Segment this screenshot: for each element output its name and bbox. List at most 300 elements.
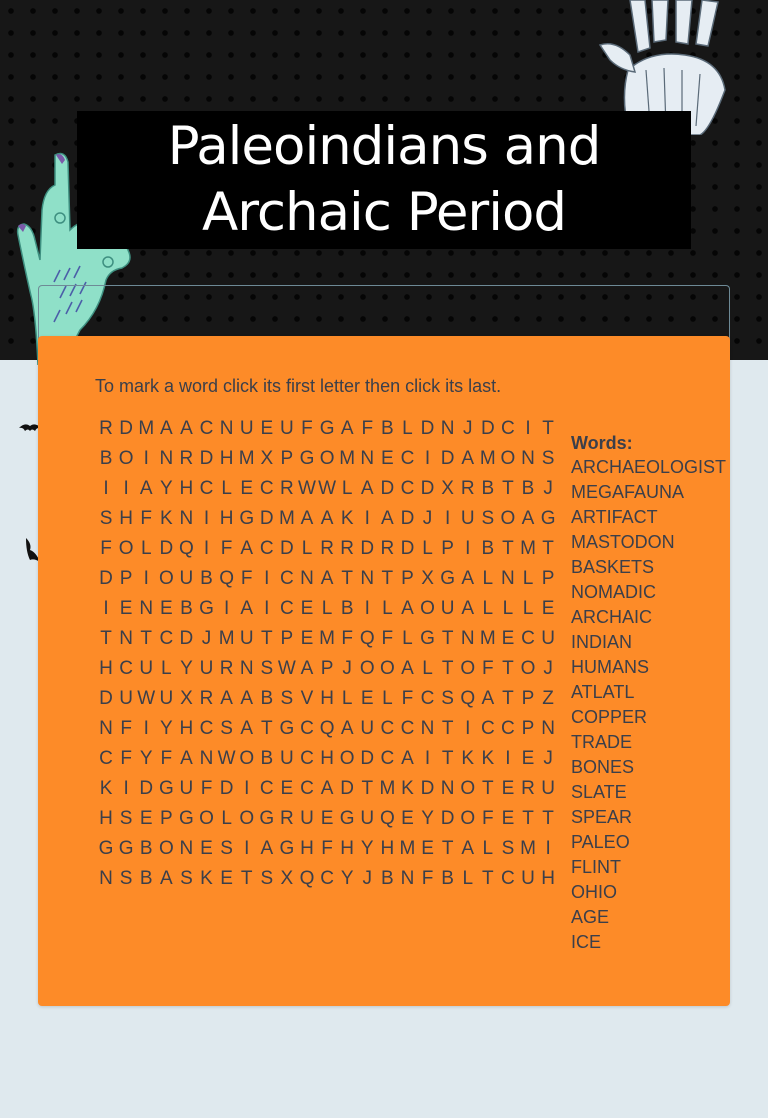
grid-letter-cell[interactable]: U: [360, 718, 375, 739]
grid-letter-cell[interactable]: B: [481, 538, 495, 559]
grid-letter-cell[interactable]: Q: [179, 538, 194, 559]
grid-letter-cell[interactable]: N: [139, 598, 154, 619]
grid-letter-cell[interactable]: T: [341, 568, 353, 589]
grid-letter-cell[interactable]: F: [140, 508, 153, 529]
grid-letter-cell[interactable]: D: [440, 808, 455, 829]
grid-letter-cell[interactable]: N: [239, 658, 254, 679]
grid-letter-cell[interactable]: O: [379, 658, 395, 679]
grid-letter-cell[interactable]: S: [119, 868, 133, 889]
grid-letter-cell[interactable]: D: [360, 748, 375, 769]
grid-letter-cell[interactable]: U: [360, 808, 375, 829]
grid-letter-cell[interactable]: T: [482, 868, 494, 889]
grid-letter-cell[interactable]: T: [542, 808, 554, 829]
grid-letter-cell[interactable]: K: [200, 868, 213, 889]
grid-letter-cell[interactable]: C: [119, 658, 133, 679]
grid-letter-cell[interactable]: N: [159, 448, 174, 469]
grid-letter-cell[interactable]: P: [320, 658, 334, 679]
grid-letter-cell[interactable]: X: [180, 688, 193, 709]
grid-letter-cell[interactable]: I: [465, 538, 471, 559]
grid-letter-cell[interactable]: H: [99, 658, 113, 679]
grid-letter-cell[interactable]: N: [179, 508, 194, 529]
grid-letter-cell[interactable]: Q: [359, 628, 375, 649]
grid-letter-cell[interactable]: I: [143, 718, 149, 739]
grid-letter-cell[interactable]: A: [180, 418, 193, 439]
grid-letter-cell[interactable]: I: [545, 838, 551, 859]
grid-letter-cell[interactable]: I: [123, 478, 129, 499]
grid-letter-cell[interactable]: N: [179, 838, 194, 859]
grid-letter-cell[interactable]: L: [422, 658, 433, 679]
grid-letter-cell[interactable]: D: [99, 568, 113, 589]
grid-letter-cell[interactable]: W: [137, 688, 156, 709]
grid-letter-cell[interactable]: M: [479, 448, 496, 469]
grid-letter-cell[interactable]: F: [240, 568, 253, 589]
grid-letter-cell[interactable]: E: [139, 808, 153, 829]
grid-letter-cell[interactable]: A: [139, 478, 153, 499]
grid-letter-cell[interactable]: A: [300, 508, 314, 529]
grid-letter-cell[interactable]: A: [320, 778, 334, 799]
grid-letter-cell[interactable]: E: [159, 598, 173, 619]
grid-letter-cell[interactable]: A: [360, 478, 374, 499]
grid-letter-cell[interactable]: T: [502, 538, 514, 559]
grid-letter-cell[interactable]: P: [401, 568, 414, 589]
grid-letter-cell[interactable]: R: [460, 478, 475, 499]
grid-letter-cell[interactable]: W: [298, 478, 316, 499]
grid-letter-cell[interactable]: O: [460, 778, 476, 799]
grid-letter-cell[interactable]: L: [321, 598, 333, 619]
grid-letter-cell[interactable]: H: [380, 838, 395, 859]
grid-letter-cell[interactable]: A: [159, 418, 173, 439]
grid-letter-cell[interactable]: L: [482, 598, 494, 619]
grid-letter-cell[interactable]: G: [118, 838, 134, 859]
grid-letter-cell[interactable]: D: [219, 778, 234, 799]
grid-letter-cell[interactable]: Z: [542, 688, 554, 709]
grid-letter-cell[interactable]: A: [240, 718, 254, 739]
grid-letter-cell[interactable]: B: [481, 478, 495, 499]
grid-letter-cell[interactable]: N: [420, 718, 435, 739]
grid-letter-cell[interactable]: H: [541, 868, 555, 889]
grid-letter-cell[interactable]: T: [441, 628, 454, 649]
grid-letter-cell[interactable]: O: [460, 808, 476, 829]
grid-letter-cell[interactable]: F: [341, 628, 353, 649]
grid-letter-cell[interactable]: A: [461, 568, 475, 589]
grid-letter-cell[interactable]: O: [500, 508, 516, 529]
grid-letter-cell[interactable]: U: [119, 688, 133, 709]
grid-letter-cell[interactable]: L: [522, 568, 534, 589]
grid-letter-cell[interactable]: C: [521, 628, 535, 649]
grid-letter-cell[interactable]: C: [380, 718, 395, 739]
grid-letter-cell[interactable]: Y: [360, 838, 374, 859]
grid-letter-cell[interactable]: E: [320, 808, 334, 829]
grid-letter-cell[interactable]: D: [280, 538, 294, 559]
grid-letter-cell[interactable]: T: [441, 838, 454, 859]
grid-letter-cell[interactable]: C: [99, 748, 113, 769]
grid-letter-cell[interactable]: N: [440, 778, 455, 799]
grid-letter-cell[interactable]: W: [318, 478, 337, 499]
grid-letter-cell[interactable]: S: [260, 658, 274, 679]
grid-letter-cell[interactable]: E: [501, 808, 515, 829]
grid-letter-cell[interactable]: T: [542, 418, 554, 439]
grid-letter-cell[interactable]: C: [280, 568, 294, 589]
grid-letter-cell[interactable]: P: [521, 718, 535, 739]
grid-letter-cell[interactable]: F: [361, 418, 374, 439]
grid-letter-cell[interactable]: N: [99, 868, 113, 889]
grid-letter-cell[interactable]: A: [240, 538, 254, 559]
grid-letter-cell[interactable]: J: [201, 628, 212, 649]
grid-letter-cell[interactable]: E: [541, 598, 555, 619]
grid-letter-cell[interactable]: M: [278, 508, 295, 529]
grid-letter-cell[interactable]: C: [199, 418, 214, 439]
grid-letter-cell[interactable]: P: [521, 688, 535, 709]
grid-letter-cell[interactable]: O: [460, 658, 476, 679]
grid-letter-cell[interactable]: K: [159, 508, 173, 529]
grid-letter-cell[interactable]: P: [441, 538, 454, 559]
grid-letter-cell[interactable]: F: [321, 838, 333, 859]
grid-letter-cell[interactable]: M: [339, 448, 356, 469]
grid-letter-cell[interactable]: T: [260, 718, 273, 739]
grid-letter-cell[interactable]: T: [482, 778, 494, 799]
grid-letter-cell[interactable]: G: [279, 718, 295, 739]
grid-letter-cell[interactable]: G: [540, 508, 556, 529]
grid-letter-cell[interactable]: I: [364, 508, 370, 529]
grid-letter-cell[interactable]: N: [219, 418, 234, 439]
grid-letter-cell[interactable]: O: [158, 568, 174, 589]
grid-letter-cell[interactable]: S: [501, 838, 515, 859]
grid-letter-cell[interactable]: H: [99, 808, 113, 829]
grid-letter-cell[interactable]: K: [99, 778, 113, 799]
grid-letter-cell[interactable]: D: [420, 478, 435, 499]
grid-letter-cell[interactable]: C: [320, 868, 334, 889]
grid-letter-cell[interactable]: A: [240, 688, 254, 709]
grid-letter-cell[interactable]: N: [360, 568, 375, 589]
grid-letter-cell[interactable]: B: [381, 868, 394, 889]
grid-letter-cell[interactable]: B: [260, 688, 274, 709]
grid-letter-cell[interactable]: E: [401, 808, 414, 829]
grid-letter-cell[interactable]: T: [441, 748, 454, 769]
grid-letter-cell[interactable]: U: [199, 658, 214, 679]
grid-letter-cell[interactable]: H: [119, 508, 133, 529]
grid-letter-cell[interactable]: I: [123, 778, 129, 799]
grid-letter-cell[interactable]: P: [280, 448, 294, 469]
grid-letter-cell[interactable]: C: [280, 598, 294, 619]
grid-letter-cell[interactable]: C: [400, 478, 415, 499]
grid-letter-cell[interactable]: T: [100, 628, 112, 649]
grid-letter-cell[interactable]: D: [380, 478, 395, 499]
grid-letter-cell[interactable]: A: [260, 838, 274, 859]
grid-letter-cell[interactable]: G: [440, 568, 456, 589]
grid-letter-cell[interactable]: H: [320, 688, 334, 709]
grid-letter-cell[interactable]: A: [240, 598, 254, 619]
grid-letter-cell[interactable]: N: [400, 868, 415, 889]
grid-letter-cell[interactable]: M: [379, 778, 396, 799]
grid-letter-cell[interactable]: D: [119, 418, 133, 439]
grid-letter-cell[interactable]: I: [424, 448, 431, 469]
grid-letter-cell[interactable]: C: [300, 718, 314, 739]
grid-letter-cell[interactable]: U: [179, 778, 194, 799]
grid-letter-cell[interactable]: T: [522, 808, 534, 829]
grid-letter-cell[interactable]: F: [120, 748, 132, 769]
grid-letter-cell[interactable]: M: [520, 838, 536, 859]
grid-letter-cell[interactable]: E: [360, 688, 374, 709]
grid-letter-cell[interactable]: E: [501, 628, 515, 649]
grid-letter-cell[interactable]: M: [218, 628, 235, 649]
grid-letter-cell[interactable]: R: [99, 418, 113, 439]
grid-letter-cell[interactable]: D: [480, 418, 495, 439]
grid-letter-cell[interactable]: C: [420, 688, 435, 709]
grid-letter-cell[interactable]: A: [180, 748, 193, 769]
grid-letter-cell[interactable]: N: [501, 568, 515, 589]
grid-letter-cell[interactable]: N: [99, 718, 113, 739]
grid-letter-cell[interactable]: S: [541, 448, 555, 469]
grid-letter-cell[interactable]: M: [138, 418, 155, 439]
grid-letter-cell[interactable]: L: [522, 598, 534, 619]
grid-letter-cell[interactable]: M: [319, 628, 335, 649]
grid-letter-cell[interactable]: O: [319, 448, 335, 469]
grid-letter-cell[interactable]: B: [340, 598, 354, 619]
grid-letter-cell[interactable]: T: [240, 868, 253, 889]
grid-letter-cell[interactable]: N: [360, 448, 375, 469]
grid-letter-cell[interactable]: B: [521, 478, 535, 499]
grid-letter-cell[interactable]: S: [220, 718, 233, 739]
grid-letter-cell[interactable]: B: [441, 868, 454, 889]
grid-letter-cell[interactable]: A: [320, 568, 334, 589]
grid-letter-cell[interactable]: U: [159, 688, 174, 709]
grid-letter-cell[interactable]: F: [421, 868, 434, 889]
grid-letter-cell[interactable]: L: [221, 808, 232, 829]
grid-letter-cell[interactable]: E: [260, 418, 274, 439]
grid-letter-cell[interactable]: Q: [219, 568, 234, 589]
grid-letter-cell[interactable]: O: [158, 838, 174, 859]
grid-letter-cell[interactable]: A: [159, 868, 173, 889]
grid-letter-cell[interactable]: Y: [421, 808, 434, 829]
grid-letter-cell[interactable]: R: [280, 478, 294, 499]
grid-letter-cell[interactable]: E: [381, 448, 394, 469]
grid-letter-cell[interactable]: L: [221, 478, 232, 499]
grid-letter-cell[interactable]: S: [441, 688, 454, 709]
grid-letter-cell[interactable]: O: [500, 448, 516, 469]
grid-letter-cell[interactable]: I: [424, 748, 431, 769]
grid-letter-cell[interactable]: O: [239, 808, 255, 829]
grid-letter-cell[interactable]: L: [161, 658, 172, 679]
grid-letter-cell[interactable]: A: [461, 598, 475, 619]
grid-letter-cell[interactable]: A: [401, 598, 414, 619]
grid-letter-cell[interactable]: D: [400, 508, 415, 529]
grid-letter-cell[interactable]: G: [339, 808, 355, 829]
grid-letter-cell[interactable]: T: [502, 658, 514, 679]
grid-letter-cell[interactable]: J: [462, 418, 473, 439]
grid-letter-cell[interactable]: H: [219, 448, 234, 469]
grid-letter-cell[interactable]: I: [244, 838, 250, 859]
grid-letter-cell[interactable]: N: [300, 568, 314, 589]
grid-letter-cell[interactable]: W: [217, 748, 236, 769]
grid-letter-cell[interactable]: U: [521, 868, 535, 889]
grid-letter-cell[interactable]: H: [179, 718, 194, 739]
grid-letter-cell[interactable]: K: [401, 778, 414, 799]
grid-letter-cell[interactable]: C: [480, 718, 495, 739]
grid-letter-cell[interactable]: F: [100, 538, 112, 559]
grid-letter-cell[interactable]: K: [481, 748, 495, 769]
grid-letter-cell[interactable]: E: [200, 838, 213, 859]
grid-letter-cell[interactable]: G: [98, 838, 114, 859]
grid-letter-cell[interactable]: L: [341, 478, 353, 499]
grid-letter-cell[interactable]: L: [422, 538, 433, 559]
grid-letter-cell[interactable]: S: [280, 688, 294, 709]
grid-letter-cell[interactable]: A: [340, 418, 354, 439]
grid-letter-cell[interactable]: O: [118, 538, 134, 559]
grid-letter-cell[interactable]: E: [300, 598, 314, 619]
grid-letter-cell[interactable]: H: [320, 748, 334, 769]
grid-letter-cell[interactable]: A: [320, 508, 334, 529]
grid-letter-cell[interactable]: H: [340, 838, 355, 859]
grid-letter-cell[interactable]: C: [259, 538, 274, 559]
grid-letter-cell[interactable]: M: [399, 838, 416, 859]
grid-letter-cell[interactable]: I: [505, 748, 511, 769]
grid-letter-cell[interactable]: Y: [139, 748, 153, 769]
grid-letter-cell[interactable]: D: [440, 448, 455, 469]
grid-letter-cell[interactable]: U: [460, 508, 475, 529]
grid-letter-cell[interactable]: G: [179, 808, 194, 829]
grid-letter-cell[interactable]: E: [220, 868, 233, 889]
grid-letter-cell[interactable]: A: [340, 718, 354, 739]
grid-letter-cell[interactable]: C: [380, 748, 395, 769]
grid-letter-cell[interactable]: G: [158, 778, 174, 799]
grid-letter-cell[interactable]: F: [482, 808, 494, 829]
grid-letter-cell[interactable]: D: [179, 628, 194, 649]
grid-letter-cell[interactable]: U: [280, 748, 294, 769]
grid-letter-cell[interactable]: C: [501, 418, 515, 439]
grid-letter-cell[interactable]: U: [280, 418, 294, 439]
grid-letter-cell[interactable]: D: [420, 778, 435, 799]
grid-letter-cell[interactable]: B: [381, 418, 394, 439]
grid-letter-cell[interactable]: E: [421, 838, 434, 859]
grid-letter-cell[interactable]: K: [461, 748, 475, 769]
grid-letter-cell[interactable]: R: [320, 538, 334, 559]
grid-letter-cell[interactable]: I: [465, 718, 471, 739]
grid-letter-cell[interactable]: U: [541, 628, 555, 649]
grid-letter-cell[interactable]: I: [525, 418, 531, 439]
grid-letter-cell[interactable]: I: [103, 598, 109, 619]
grid-letter-cell[interactable]: J: [342, 658, 352, 679]
grid-letter-cell[interactable]: A: [461, 838, 475, 859]
grid-letter-cell[interactable]: A: [381, 508, 394, 529]
grid-letter-cell[interactable]: E: [501, 778, 515, 799]
grid-letter-cell[interactable]: I: [244, 778, 250, 799]
grid-letter-cell[interactable]: F: [381, 628, 394, 649]
grid-letter-cell[interactable]: X: [260, 448, 274, 469]
grid-letter-cell[interactable]: S: [119, 808, 133, 829]
grid-letter-cell[interactable]: T: [441, 718, 454, 739]
grid-letter-cell[interactable]: S: [180, 868, 193, 889]
grid-letter-cell[interactable]: A: [521, 508, 535, 529]
grid-letter-cell[interactable]: L: [341, 688, 353, 709]
grid-letter-cell[interactable]: T: [260, 628, 273, 649]
grid-letter-cell[interactable]: N: [541, 718, 555, 739]
grid-letter-cell[interactable]: C: [300, 748, 314, 769]
grid-letter-cell[interactable]: N: [460, 628, 475, 649]
grid-letter-cell[interactable]: Q: [460, 688, 476, 709]
grid-letter-cell[interactable]: T: [502, 478, 514, 499]
grid-letter-cell[interactable]: L: [482, 568, 494, 589]
grid-letter-cell[interactable]: F: [200, 778, 213, 799]
grid-letter-cell[interactable]: X: [441, 478, 454, 499]
grid-letter-cell[interactable]: I: [103, 478, 109, 499]
grid-letter-cell[interactable]: C: [259, 778, 274, 799]
grid-letter-cell[interactable]: Y: [159, 718, 173, 739]
grid-letter-cell[interactable]: C: [199, 718, 214, 739]
grid-letter-cell[interactable]: G: [239, 508, 255, 529]
grid-letter-cell[interactable]: R: [179, 448, 194, 469]
grid-letter-cell[interactable]: Y: [340, 868, 354, 889]
grid-letter-cell[interactable]: C: [199, 478, 214, 499]
grid-letter-cell[interactable]: N: [119, 628, 133, 649]
grid-letter-cell[interactable]: F: [120, 718, 132, 739]
grid-letter-cell[interactable]: D: [259, 508, 274, 529]
grid-letter-cell[interactable]: A: [401, 748, 414, 769]
grid-letter-cell[interactable]: F: [482, 658, 494, 679]
grid-letter-cell[interactable]: E: [521, 748, 535, 769]
grid-letter-cell[interactable]: L: [462, 868, 474, 889]
grid-letter-cell[interactable]: S: [220, 838, 233, 859]
grid-letter-cell[interactable]: P: [119, 568, 133, 589]
grid-letter-cell[interactable]: T: [441, 658, 454, 679]
grid-letter-cell[interactable]: E: [280, 778, 294, 799]
grid-letter-cell[interactable]: C: [400, 718, 415, 739]
grid-letter-cell[interactable]: I: [143, 448, 149, 469]
grid-letter-cell[interactable]: L: [502, 598, 514, 619]
grid-letter-cell[interactable]: I: [203, 538, 210, 559]
grid-letter-cell[interactable]: J: [543, 748, 553, 769]
grid-letter-cell[interactable]: S: [481, 508, 495, 529]
grid-letter-cell[interactable]: I: [264, 598, 270, 619]
grid-letter-cell[interactable]: B: [99, 448, 113, 469]
grid-letter-cell[interactable]: I: [223, 598, 230, 619]
grid-letter-cell[interactable]: L: [402, 628, 413, 649]
grid-letter-cell[interactable]: L: [382, 688, 393, 709]
grid-letter-cell[interactable]: H: [179, 478, 194, 499]
grid-letter-cell[interactable]: D: [159, 538, 174, 559]
grid-letter-cell[interactable]: N: [521, 448, 535, 469]
grid-letter-cell[interactable]: U: [239, 628, 254, 649]
grid-letter-cell[interactable]: F: [301, 418, 313, 439]
grid-letter-cell[interactable]: F: [160, 748, 173, 769]
grid-letter-cell[interactable]: B: [139, 868, 153, 889]
grid-letter-cell[interactable]: C: [159, 628, 174, 649]
grid-letter-cell[interactable]: Q: [299, 868, 315, 889]
grid-letter-cell[interactable]: I: [364, 598, 370, 619]
grid-letter-cell[interactable]: X: [280, 868, 294, 889]
grid-letter-cell[interactable]: A: [220, 688, 233, 709]
grid-letter-cell[interactable]: M: [479, 628, 496, 649]
grid-letter-cell[interactable]: U: [300, 808, 314, 829]
grid-letter-cell[interactable]: O: [199, 808, 214, 829]
grid-letter-cell[interactable]: A: [300, 658, 314, 679]
grid-letter-cell[interactable]: D: [360, 538, 375, 559]
grid-letter-cell[interactable]: V: [300, 688, 314, 709]
grid-letter-cell[interactable]: A: [461, 448, 475, 469]
grid-letter-cell[interactable]: G: [319, 418, 335, 439]
grid-letter-cell[interactable]: N: [440, 418, 455, 439]
grid-letter-cell[interactable]: R: [199, 688, 214, 709]
grid-letter-cell[interactable]: J: [422, 508, 433, 529]
grid-letter-cell[interactable]: R: [521, 778, 535, 799]
grid-letter-cell[interactable]: T: [381, 568, 394, 589]
grid-letter-cell[interactable]: D: [420, 418, 435, 439]
grid-letter-cell[interactable]: P: [159, 808, 173, 829]
grid-letter-cell[interactable]: D: [139, 778, 154, 799]
grid-letter-cell[interactable]: C: [300, 778, 314, 799]
grid-letter-cell[interactable]: U: [541, 778, 555, 799]
grid-letter-cell[interactable]: E: [240, 478, 254, 499]
grid-letter-cell[interactable]: O: [359, 658, 375, 679]
